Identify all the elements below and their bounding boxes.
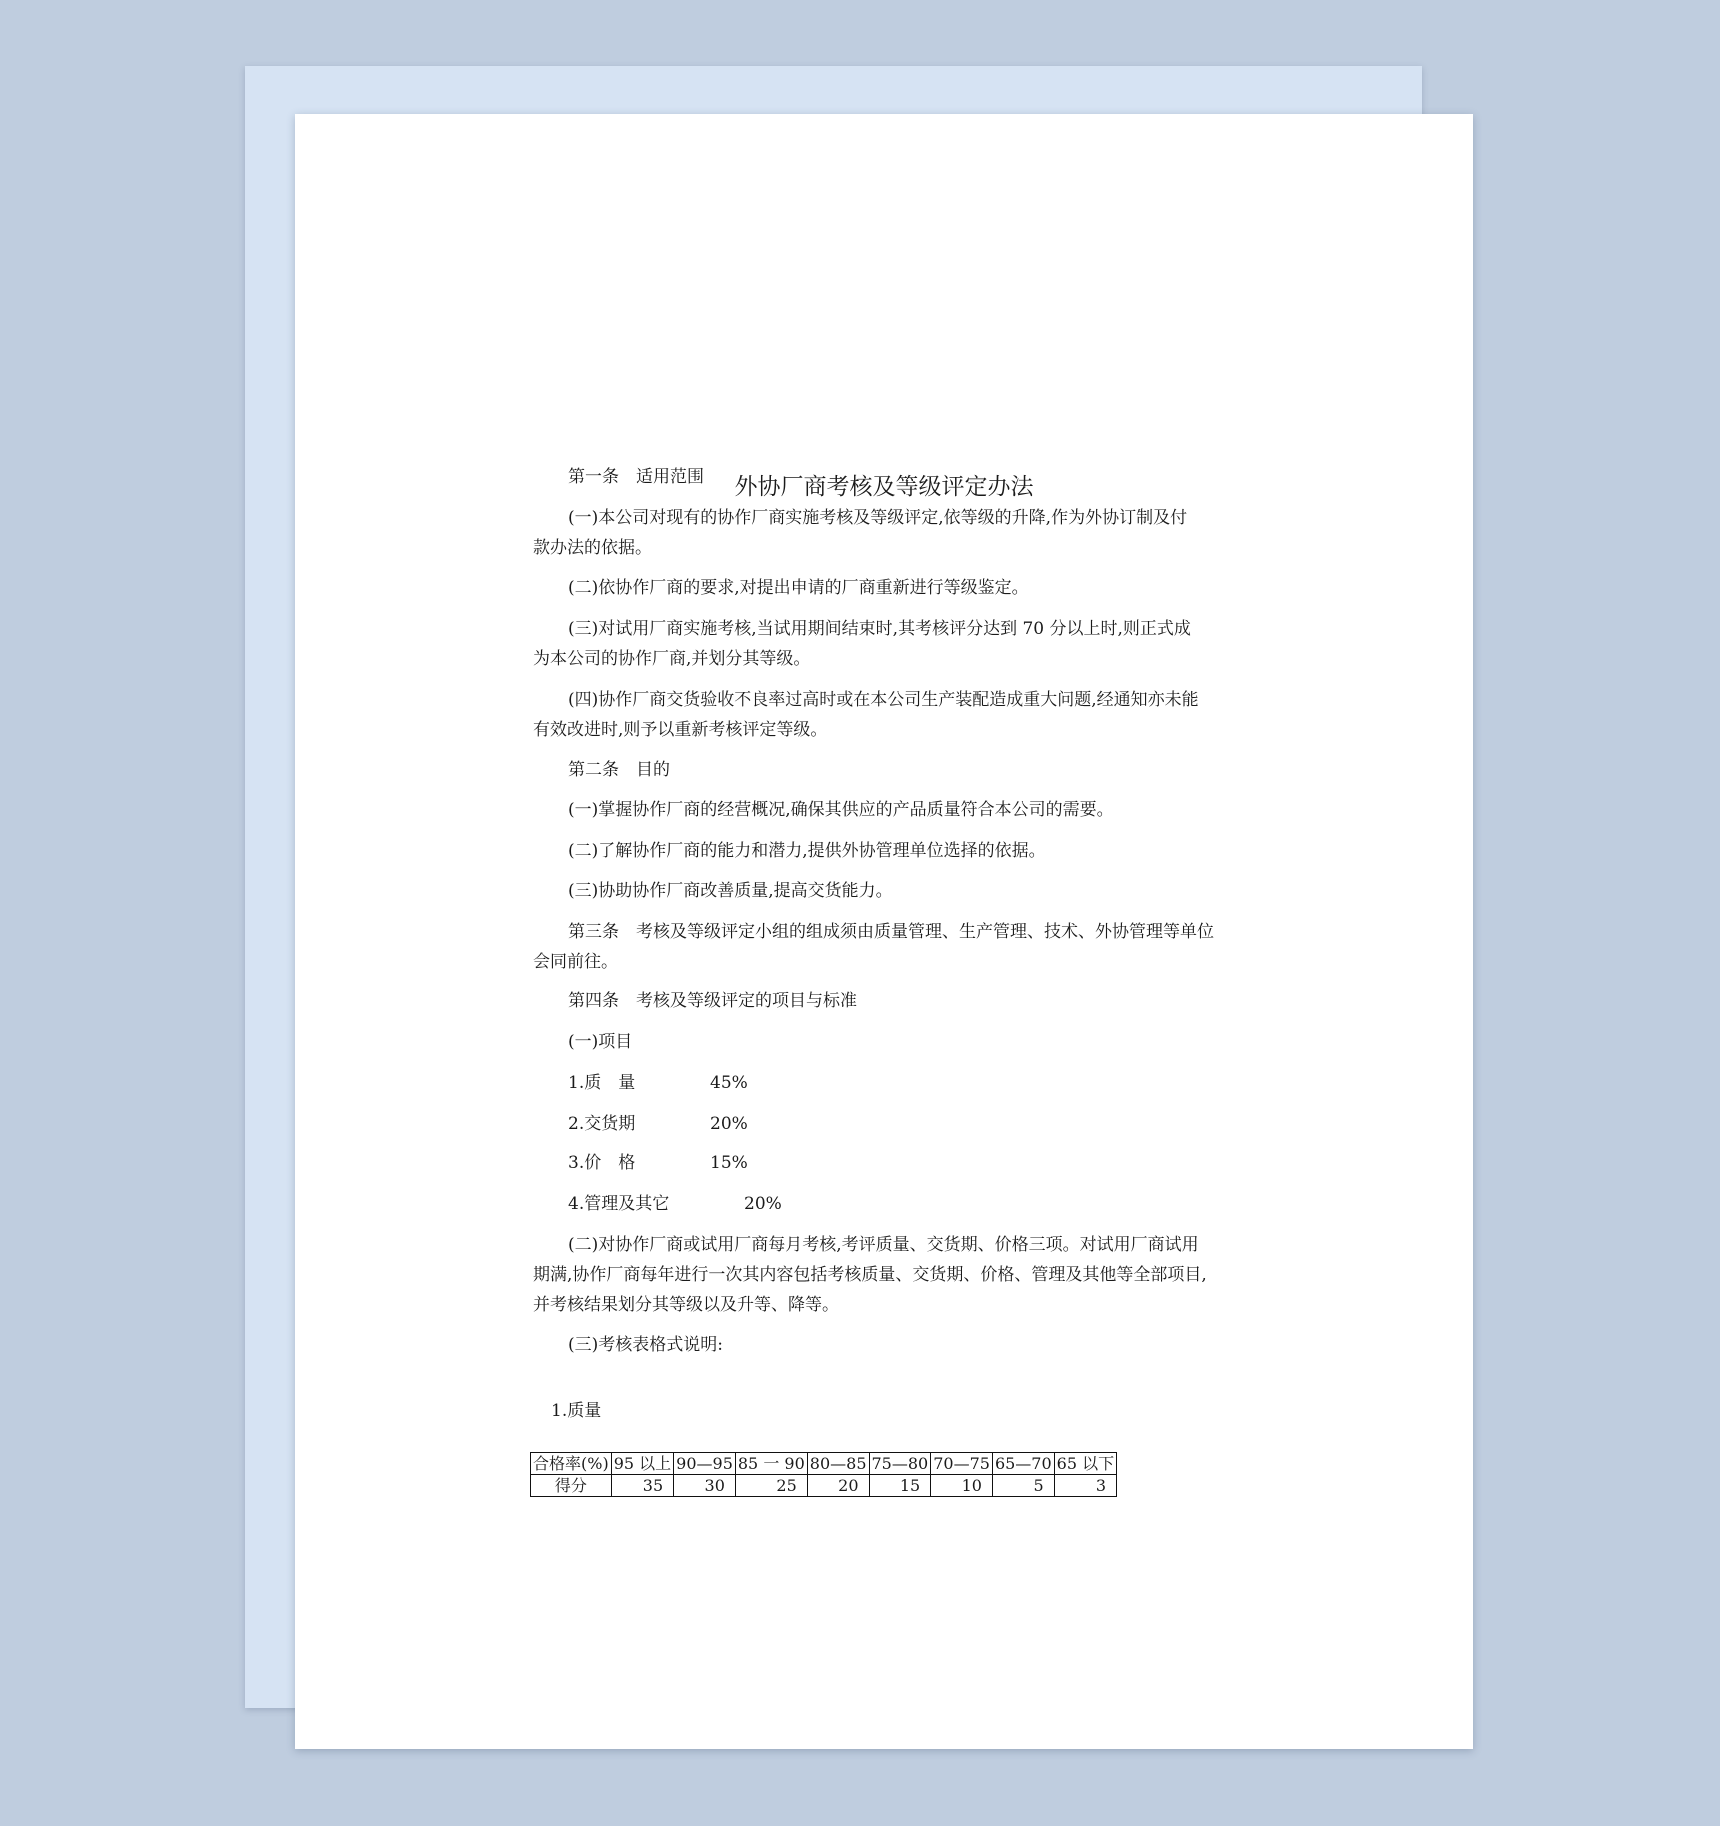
paragraph-line: 期满,协作厂商每年进行一次其内容包括考核质量、交货期、价格、管理及其他等全部项目,	[533, 1265, 1207, 1285]
item-weight: 45%	[710, 1073, 748, 1093]
item-weight: 20%	[744, 1194, 782, 1214]
table-cell: 30	[674, 1475, 736, 1497]
table-cell: 90—95	[674, 1453, 736, 1475]
table-cell: 25	[735, 1475, 807, 1497]
table-row	[531, 1475, 1117, 1497]
table-cell: 得分	[531, 1475, 612, 1497]
article-3-line: 第三条 考核及等级评定小组的组成须由质量管理、生产管理、技术、外协管理等单位	[568, 922, 1214, 942]
paragraph-line: (三)协助协作厂商改善质量,提高交货能力。	[568, 881, 893, 901]
table-cell: 5	[992, 1475, 1054, 1497]
table-cell: 合格率(%)	[531, 1453, 612, 1475]
table-cell: 65—70	[992, 1453, 1054, 1475]
paragraph-line: (一)本公司对现有的协作厂商实施考核及等级评定,依等级的升降,作为外协订制及付	[568, 508, 1188, 528]
item-weight: 15%	[710, 1153, 748, 1173]
item-name: 4.管理及其它	[568, 1194, 670, 1214]
item-name: 2.交货期	[568, 1114, 636, 1134]
paragraph-line: (二)对协作厂商或试用厂商每月考核,考评质量、交货期、价格三项。对试用厂商试用	[568, 1235, 1199, 1255]
table-header-row	[531, 1453, 1117, 1475]
document-title: 外协厂商考核及等级评定办法	[734, 474, 1034, 500]
quality-score-table	[530, 1452, 1117, 1497]
paragraph-line: (二)了解协作厂商的能力和潜力,提供外协管理单位选择的依据。	[568, 841, 1046, 861]
article-3-line: 会同前往。	[533, 952, 618, 972]
paragraph-line: 款办法的依据。	[533, 538, 652, 558]
table-cell: 35	[611, 1475, 673, 1497]
paragraph-line: (一)掌握协作厂商的经营概况,确保其供应的产品质量符合本公司的需要。	[568, 800, 1114, 820]
table-cell: 85 一 90	[735, 1453, 807, 1475]
paragraph-line: (三)对试用厂商实施考核,当试用期间结束时,其考核评分达到 70 分以上时,则正式成	[568, 619, 1191, 639]
quality-heading: 1.质量	[551, 1401, 602, 1421]
table-cell: 70—75	[931, 1453, 993, 1475]
table-cell: 10	[931, 1475, 993, 1497]
table-cell: 75—80	[869, 1453, 931, 1475]
article-4-heading: 第四条 考核及等级评定的项目与标准	[568, 991, 857, 1011]
table-cell: 15	[869, 1475, 931, 1497]
paragraph-line: (二)依协作厂商的要求,对提出申请的厂商重新进行等级鉴定。	[568, 578, 1029, 598]
subsection-heading: (三)考核表格式说明:	[568, 1335, 723, 1355]
paragraph-line: 有效改进时,则予以重新考核评定等级。	[533, 720, 828, 740]
table-cell: 20	[807, 1475, 869, 1497]
item-weight: 20%	[710, 1114, 748, 1134]
item-name: 1.质 量	[568, 1073, 636, 1093]
article-2-heading: 第二条 目的	[568, 760, 670, 780]
paragraph-line: (四)协作厂商交货验收不良率过高时或在本公司生产装配造成重大问题,经通知亦未能	[568, 690, 1199, 710]
subsection-heading: (一)项目	[568, 1032, 633, 1052]
paragraph-line: 为本公司的协作厂商,并划分其等级。	[533, 649, 811, 669]
table-cell: 80—85	[807, 1453, 869, 1475]
article-1-heading: 第一条 适用范围	[568, 467, 704, 487]
table-cell: 95 以上	[611, 1453, 673, 1475]
item-name: 3.价 格	[568, 1153, 636, 1173]
paragraph-line: 并考核结果划分其等级以及升等、降等。	[533, 1295, 839, 1315]
table-cell: 3	[1054, 1475, 1116, 1497]
table-cell: 65 以下	[1054, 1453, 1116, 1475]
